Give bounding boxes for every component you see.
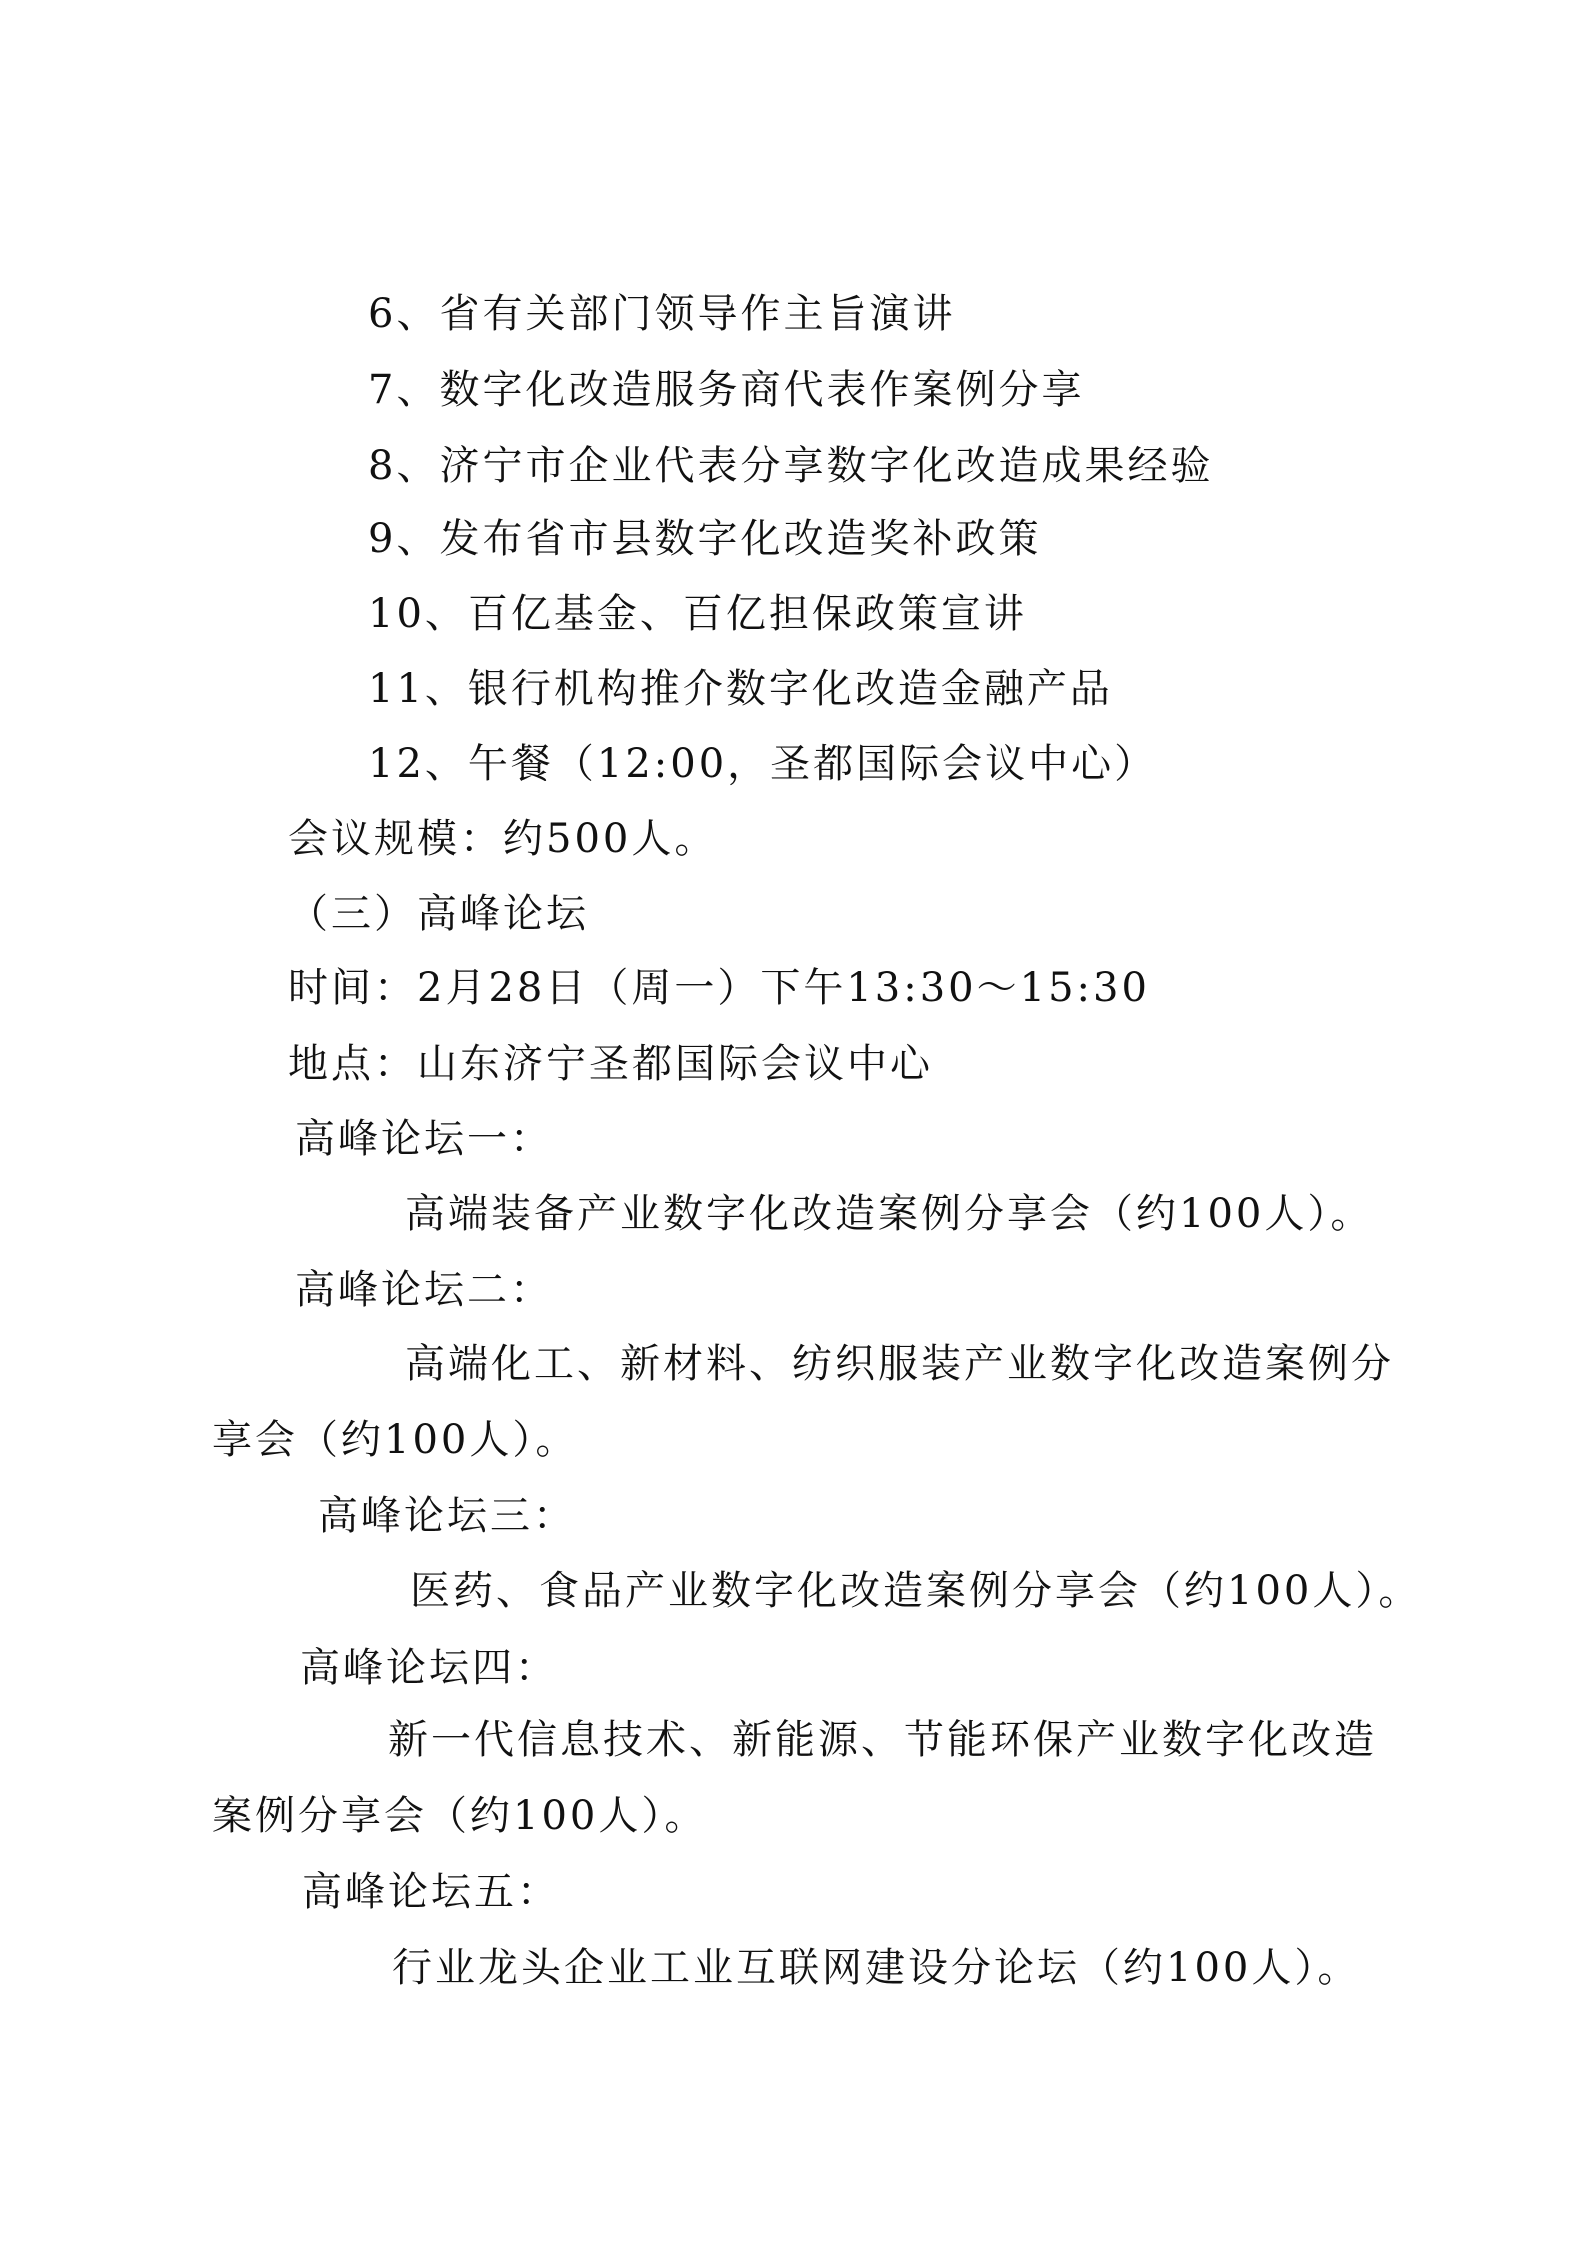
agenda-item: 7、数字化改造服务商代表作案例分享	[368, 367, 1085, 413]
forum-description: 享会（约100人）。	[212, 1417, 579, 1463]
forum-title: 高峰论坛一：	[295, 1116, 553, 1162]
event-location: 地点：山东济宁圣都国际会议中心	[288, 1041, 933, 1087]
forum-description: 行业龙头企业工业互联网建设分论坛（约100人）。	[392, 1945, 1361, 1991]
forum-title: 高峰论坛五：	[302, 1869, 560, 1915]
forum-description: 高端装备产业数字化改造案例分享会（约100人）。	[405, 1191, 1374, 1237]
forum-description: 案例分享会（约100人）。	[212, 1793, 708, 1839]
agenda-item: 6、省有关部门领导作主旨演讲	[368, 291, 956, 337]
section-heading: （三）高峰论坛	[288, 891, 589, 937]
meeting-scale: 会议规模：约500人。	[288, 816, 718, 862]
forum-title: 高峰论坛四：	[300, 1645, 558, 1691]
forum-title: 高峰论坛二：	[295, 1267, 553, 1313]
agenda-item: 12、午餐（12:00，圣都国际会议中心）	[368, 741, 1158, 787]
forum-description: 新一代信息技术、新能源、节能环保产业数字化改造	[388, 1717, 1377, 1763]
agenda-item: 11、银行机构推介数字化改造金融产品	[368, 666, 1113, 712]
forum-description: 医药、食品产业数字化改造案例分享会（约100人）。	[410, 1568, 1422, 1614]
forum-description: 高端化工、新材料、纺织服装产业数字化改造案例分	[405, 1341, 1394, 1387]
forum-title: 高峰论坛三：	[318, 1493, 576, 1539]
agenda-item: 9、发布省市县数字化改造奖补政策	[368, 516, 1042, 562]
agenda-item: 8、济宁市企业代表分享数字化改造成果经验	[368, 443, 1214, 489]
event-time: 时间：2月28日（周一）下午13:30～15:30	[288, 965, 1150, 1011]
agenda-item: 10、百亿基金、百亿担保政策宣讲	[368, 591, 1027, 637]
